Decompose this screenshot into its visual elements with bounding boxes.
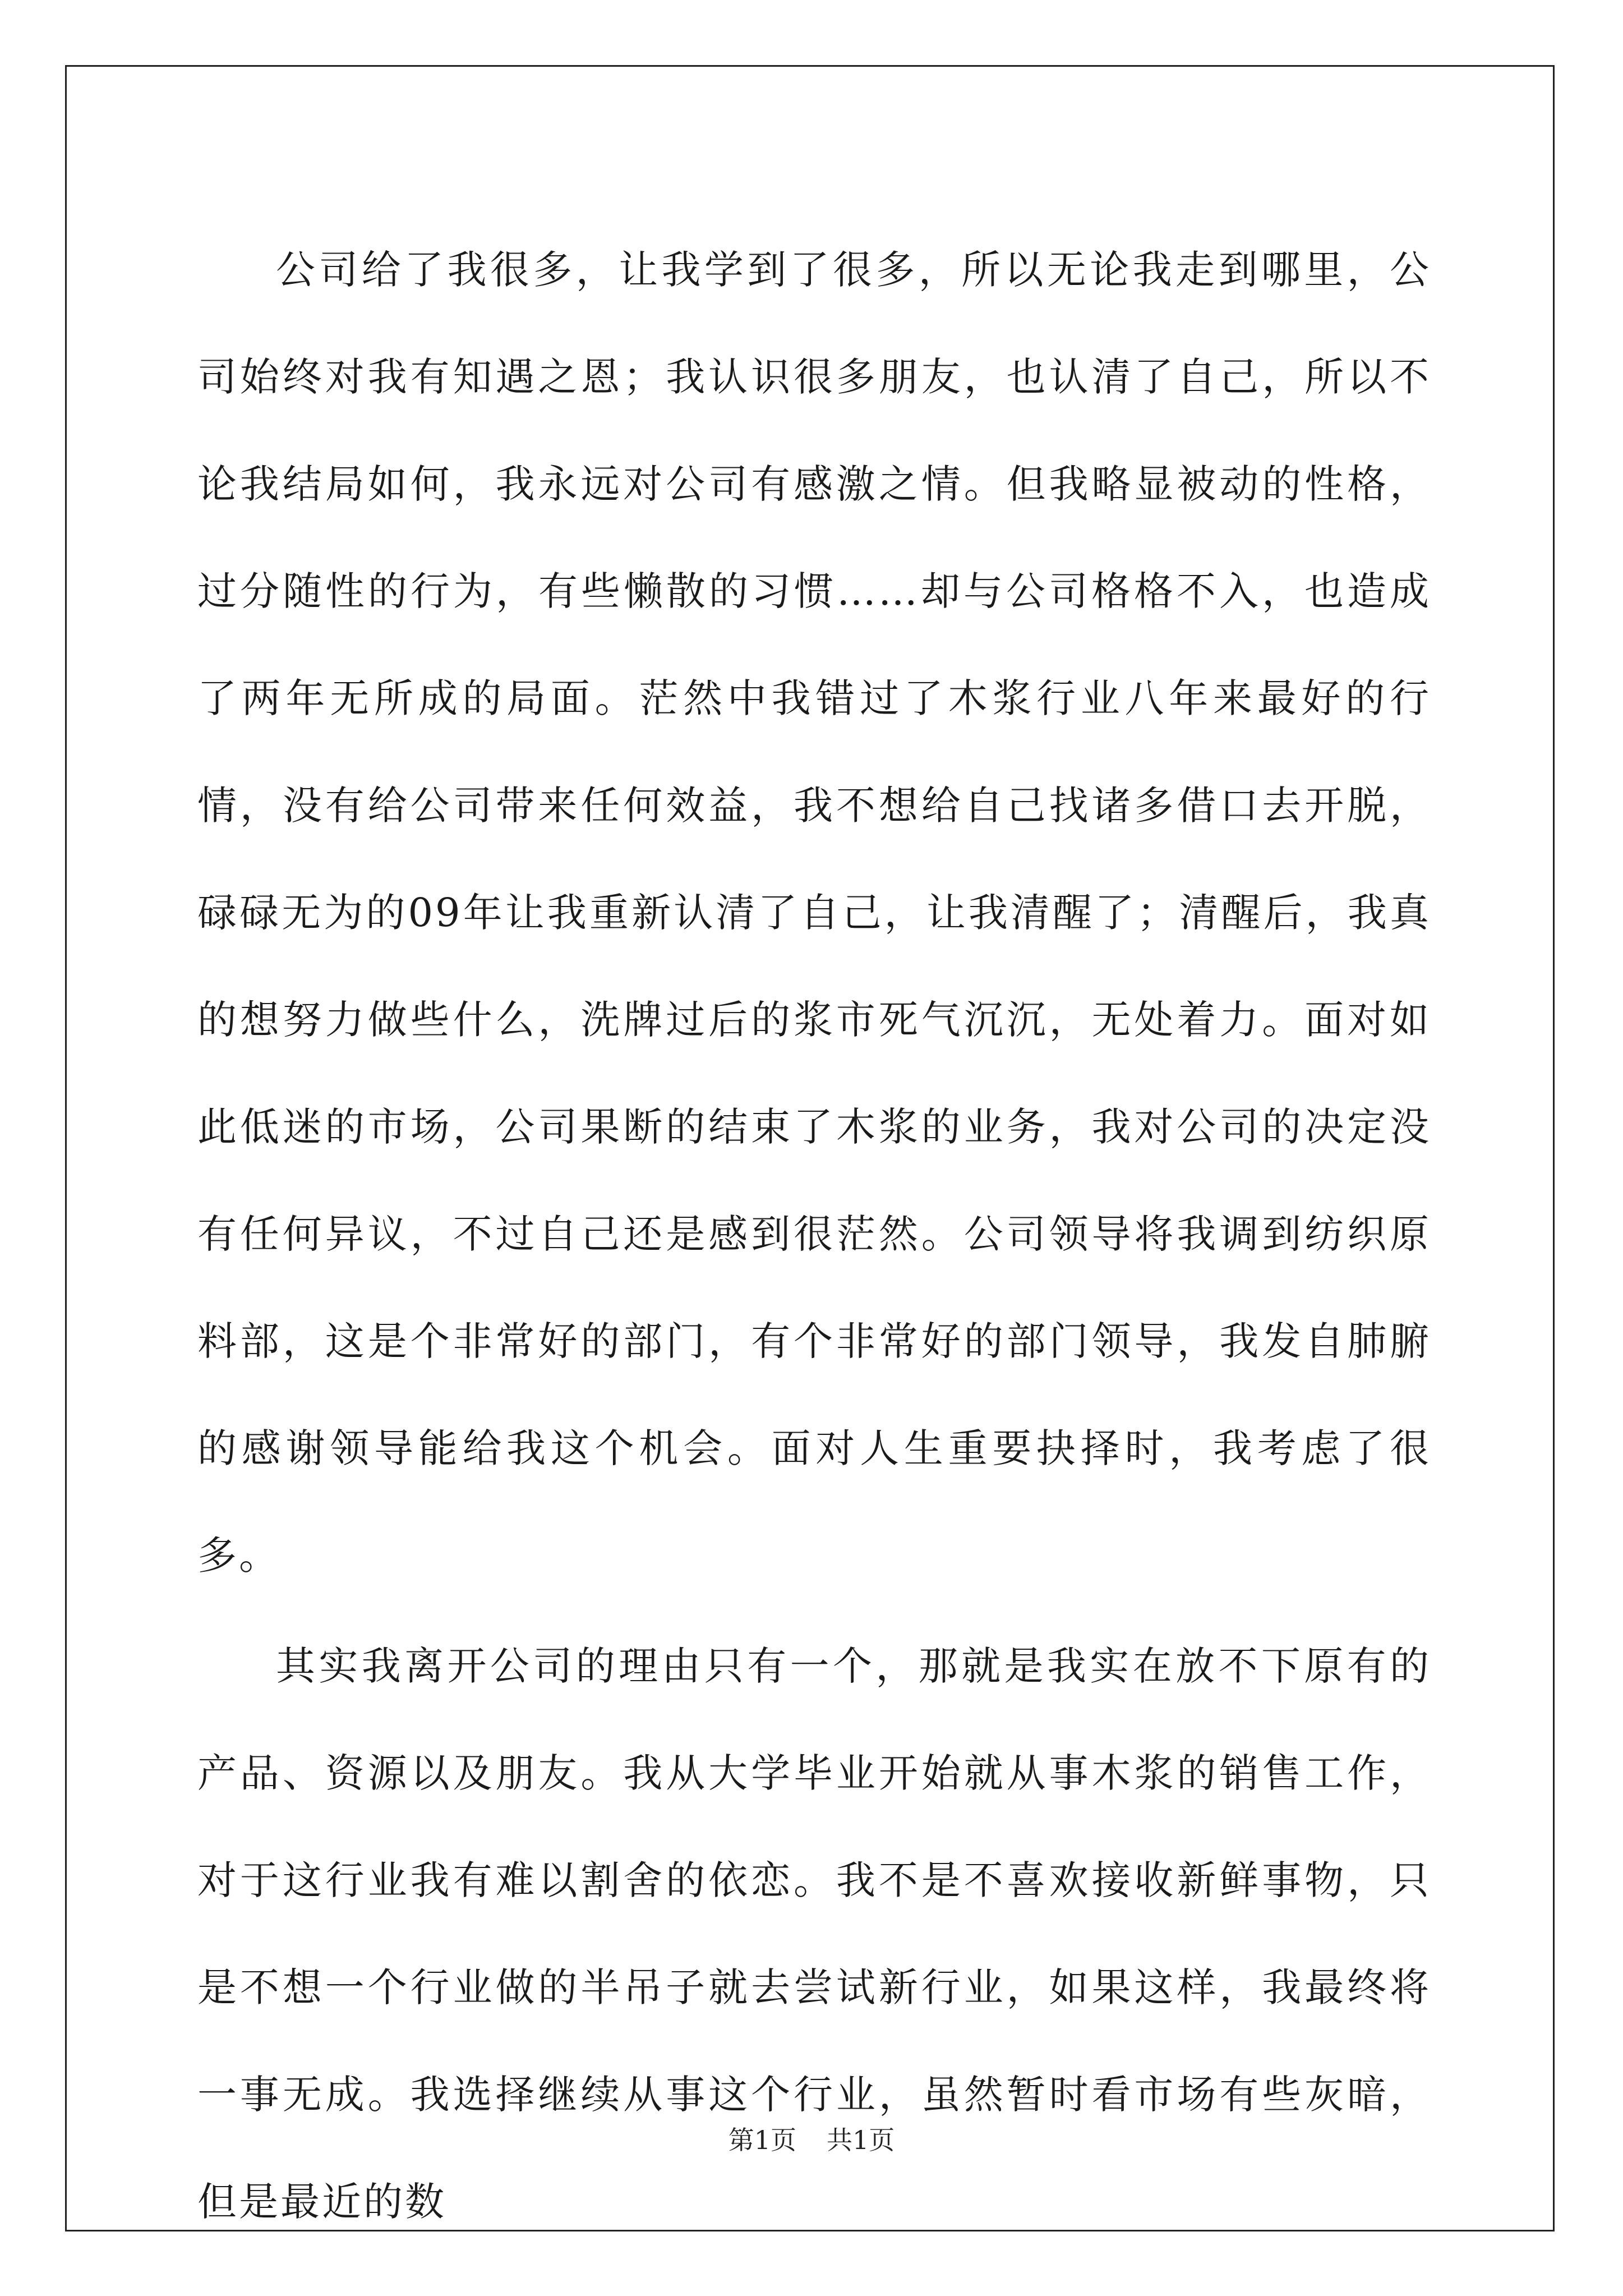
page-count: 共1页 (827, 2125, 895, 2155)
page-footer (0, 2123, 1623, 2157)
paragraph-1: 公司给了我很多，让我学到了很多，所以无论我走到哪里，公司始终对我有知遇之恩；我认识很多朋友，也认清了自己，所以不论我结局如何，我永远对公司有感激之情。但我略显被动的性格，过分随性的行为，有些懒散的习惯……却与公司格格不入，也造成了两年无所成的局面。茫然中我错过了木浆行业八年来最好的行情，没有给公司带来任何效益，我不想给自己找诸多借口去开脱，碌碌无为的09年让我重新认清了自己，让我清醒了；清醒后，我真的想努力做些什么，洗牌过后的浆市死气沉沉，无处着力。面对如此低迷的市场，公司果断的结束了木浆的业务，我对公司的决定没有任何异议，不过自己还是感到很茫然。公司领导将我调到纺织原料部，这是个非常好的部门，有个非常好的部门领导，我发自肺腑的感谢领导能给我这个机会。面对人生重要抉择时，我考虑了很多。 (197, 247, 1431, 1579)
page-number: 第1页 (728, 2125, 796, 2155)
paragraph-2: 其实我离开公司的理由只有一个，那就是我实在放不下原有的产品、资源以及朋友。我从大学毕业开始就从事木浆的销售工作，对于这行业我有难以割舍的依恋。我不是不喜欢接收新鲜事物，只是不想一个行业做的半吊子就去尝试新行业，如果这样，我最终将一事无成。我选择继续从事这个行业，虽然暂时看市场有些灰暗，但是最近的数 (197, 1643, 1431, 2225)
document-body (197, 217, 1431, 2256)
